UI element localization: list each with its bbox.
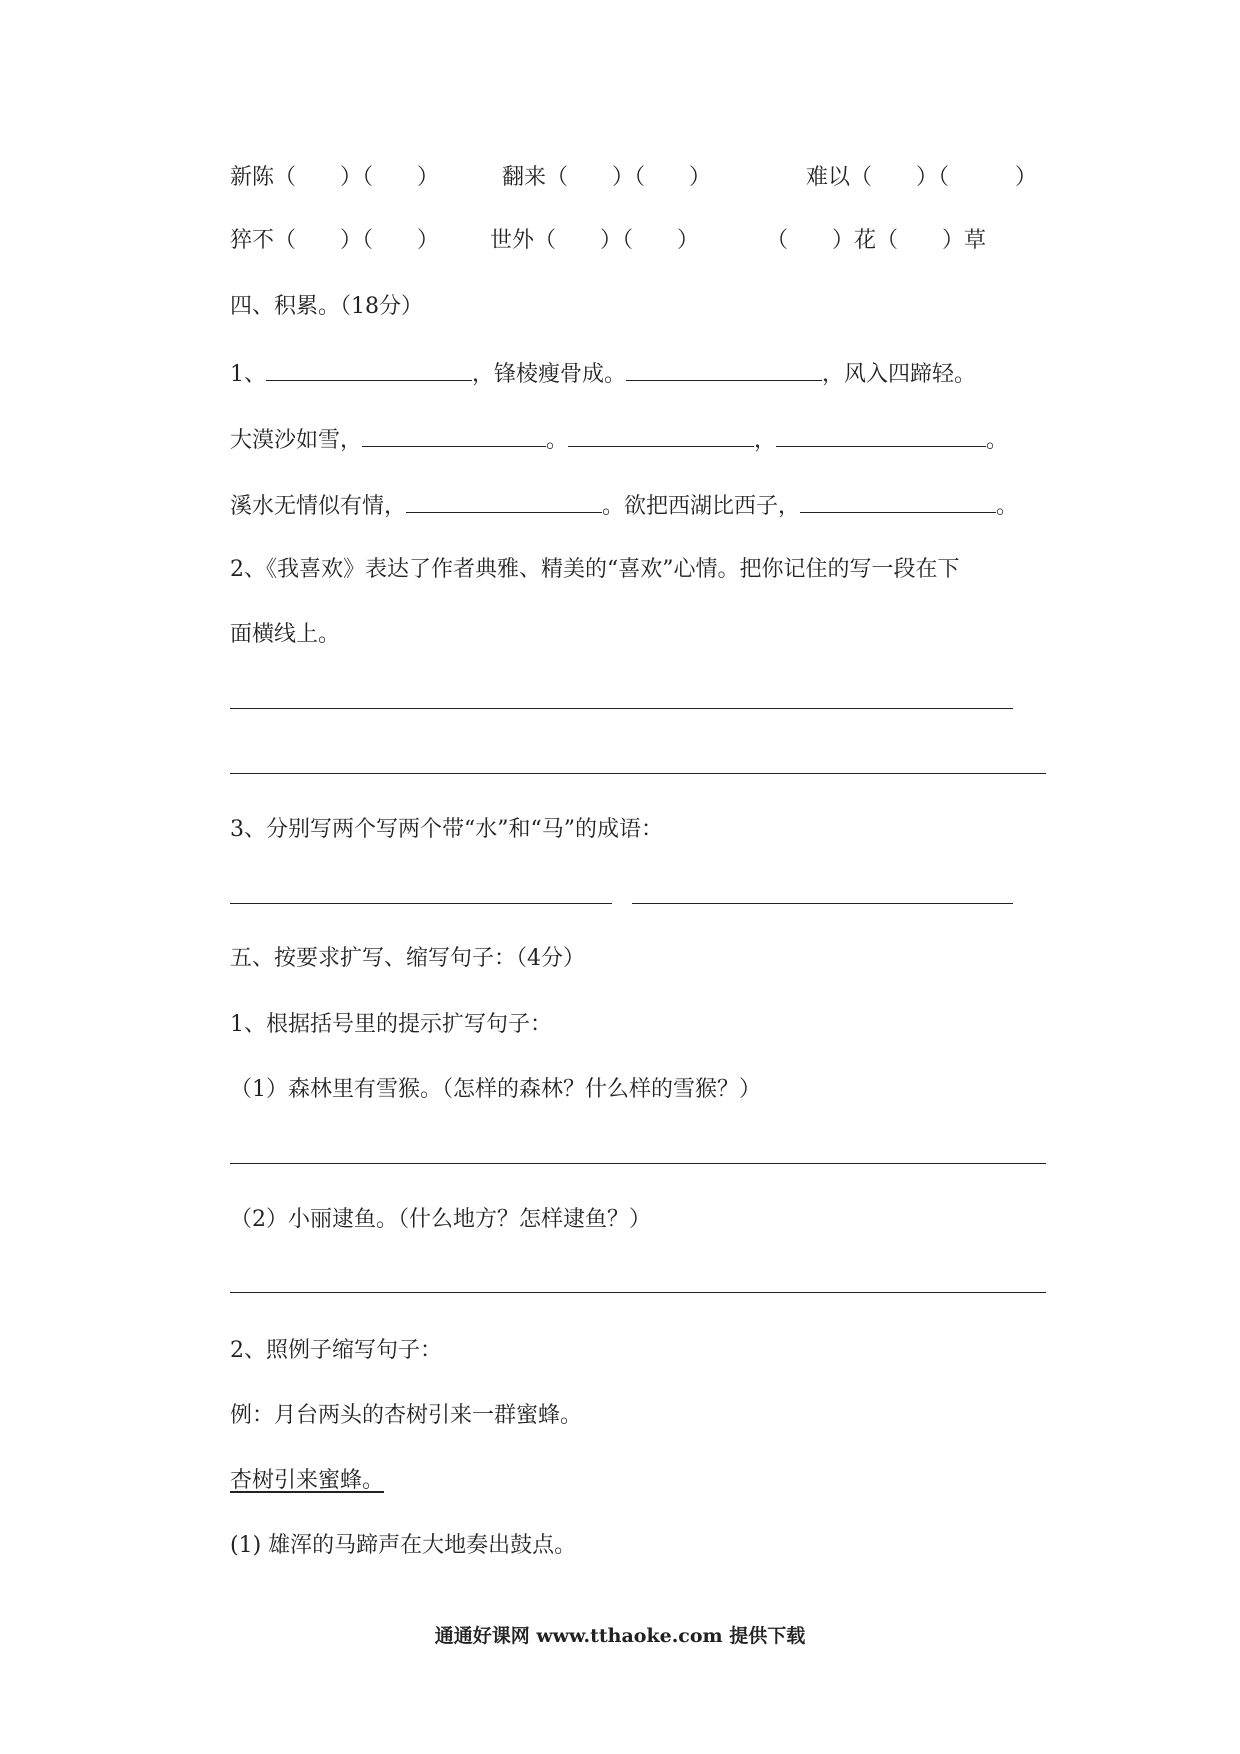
idiom-3[interactable]: 难以（ ）（ ） [806,165,1038,190]
idiom-4[interactable]: 猝不（ ）（ ） [230,228,440,253]
idiom-6[interactable]: （ ）花（ ）草 [766,228,987,253]
idiom-5[interactable]: 世外（ ）（ ） [490,228,700,253]
example-sentence: 例：月台两头的杏树引来一群蜜蜂。 [230,1403,583,1428]
answer-blank[interactable] [362,424,546,447]
q3-text: 3、分别写两个写两个带“水”和“马”的成语： [230,817,663,842]
answer-line[interactable] [230,773,1046,774]
poem-text: 。 [986,428,1009,453]
answer-line[interactable] [632,903,1013,904]
poem-text: 。欲把西湖比西子， [602,494,801,519]
answer-line[interactable] [230,1292,1046,1293]
q1-line-3 [230,490,1018,522]
s5-q2-a: (1) 雄浑的马蹄声在大地奏出鼓点。 [230,1533,577,1558]
example-answer: 杏树引来蜜蜂。 [230,1468,385,1493]
poem-text: 。 [546,428,569,453]
section-4-heading: 四、积累。（18分） [230,294,423,319]
answer-blank[interactable] [626,358,822,381]
s5-q1-a: （1）森林里有雪猴。（怎样的森林？什么样的雪猴？） [230,1077,761,1102]
poem-text: ，锋棱瘦骨成。 [472,362,627,387]
q1-line-1 [230,358,976,390]
poem-text: 溪水无情似有情， [230,494,407,519]
s5-q1-text: 1、根据括号里的提示扩写句子： [230,1012,552,1037]
s5-q2-text: 2、照例子缩写句子： [230,1338,442,1363]
q1-number: 1、 [230,362,266,387]
answer-blank[interactable] [266,358,472,381]
idiom-2[interactable]: 翻来（ ）（ ） [502,165,712,190]
answer-line[interactable] [230,708,1013,709]
q2-text-line-1: 2、《我喜欢》表达了作者典雅、精美的“喜欢”心情。把你记住的写一段在下 [230,557,960,582]
answer-blank[interactable] [568,424,754,447]
section-5-heading: 五、按要求扩写、缩写句子：（4分） [230,946,585,971]
answer-blank[interactable] [800,490,996,513]
answer-blank[interactable] [776,424,986,447]
poem-text: ，风入四蹄轻。 [822,362,977,387]
poem-text: 。 [996,494,1019,519]
s5-q1-b: （2）小丽逮鱼。（什么地方？怎样逮鱼？） [230,1207,651,1232]
footer-credit: 通通好课网 www.tthaoke.com 提供下载 [434,1625,806,1647]
answer-line[interactable] [230,903,612,904]
answer-blank[interactable] [406,490,602,513]
idiom-1[interactable]: 新陈（ ）（ ） [230,165,440,190]
poem-text: ， [754,428,777,453]
q2-text-line-2: 面横线上。 [230,622,341,647]
poem-text: 大漠沙如雪， [230,428,363,453]
answer-line[interactable] [230,1163,1046,1164]
q1-line-2 [230,424,1008,456]
